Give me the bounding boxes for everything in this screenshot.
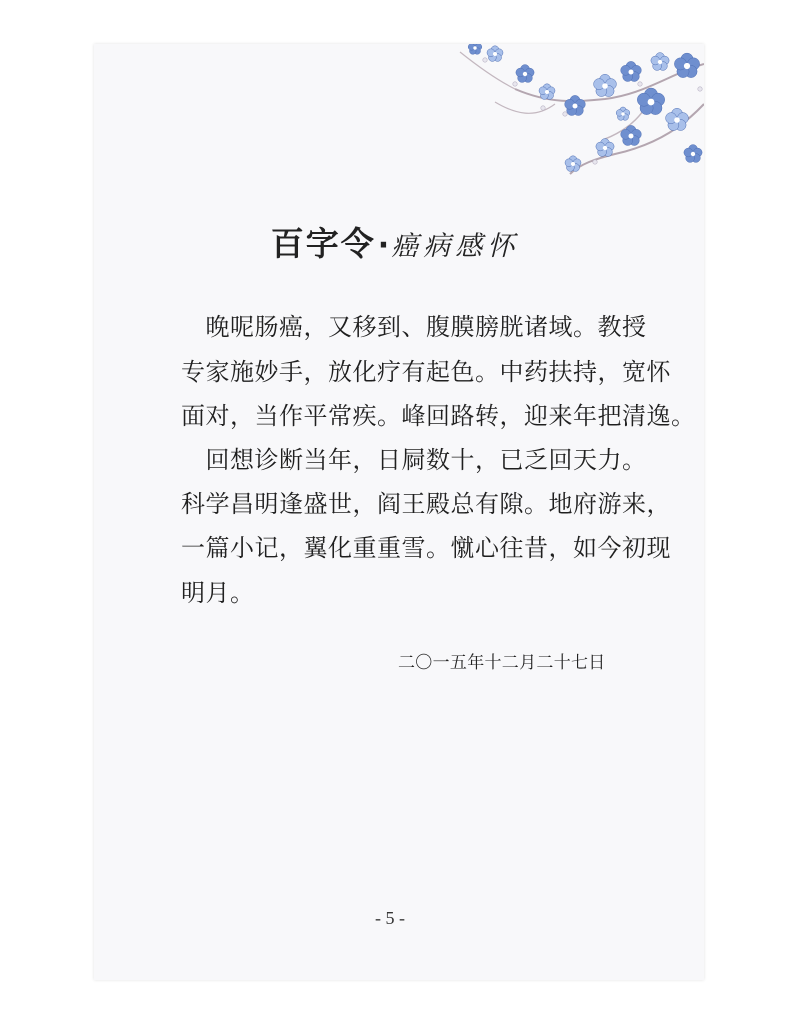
blossom-flower [621,61,642,81]
blossom-bud [541,106,545,110]
poem-line: 晚呢肠癌，又移到、腹膜膀胱诸域。教授 [181,313,647,341]
blossom-flower [684,145,702,163]
poem-line: 回想诊断当年，日屙数十，已乏回天力。 [181,446,647,474]
poem-line: 一篇小记，翼化重重雪。憱心往昔，如今初现 [181,534,671,562]
title-separator: · [377,228,390,263]
page-number: - 5 - [375,908,405,928]
poem-line: 专家施妙手，放化疗有起色。中药扶持，宽怀 [181,358,671,386]
blossom-bud [563,112,567,116]
blossom-flower [651,53,669,71]
blossom-flower [565,95,586,115]
blossom-flower [637,88,664,115]
blossom-flower [487,46,503,62]
poem-date: 二〇一五年十二月二十七日 [398,653,606,673]
poem-title [180,218,610,265]
blossom-flower [616,107,630,120]
blossom-flower [596,139,614,157]
poem-line: 面对，当作平常疾。峰回路转，迎来年把清逸。 [181,402,696,430]
poem-line: 明月。 [181,579,255,607]
blossom-bud [513,82,517,86]
blossom-flower [539,84,555,100]
poem-line: 科学昌明逢盛世，阎王殿总有隙。地府游来， [181,490,671,518]
blossom-flower [594,74,617,96]
blossom-flower [666,108,689,130]
blossom-bud [698,87,702,91]
blossom-flower [565,156,581,172]
blossom-flower [516,65,534,83]
title-subtitle: 癌病感怀 [391,231,520,262]
plum-blossom-decoration [455,44,704,179]
blossom-flower [468,44,482,54]
blossom-bud [638,82,642,86]
blossom-flower [674,53,699,78]
title-main: 百字令 [270,224,376,263]
blossom-bud [593,160,597,164]
blossom-bud [483,58,487,62]
